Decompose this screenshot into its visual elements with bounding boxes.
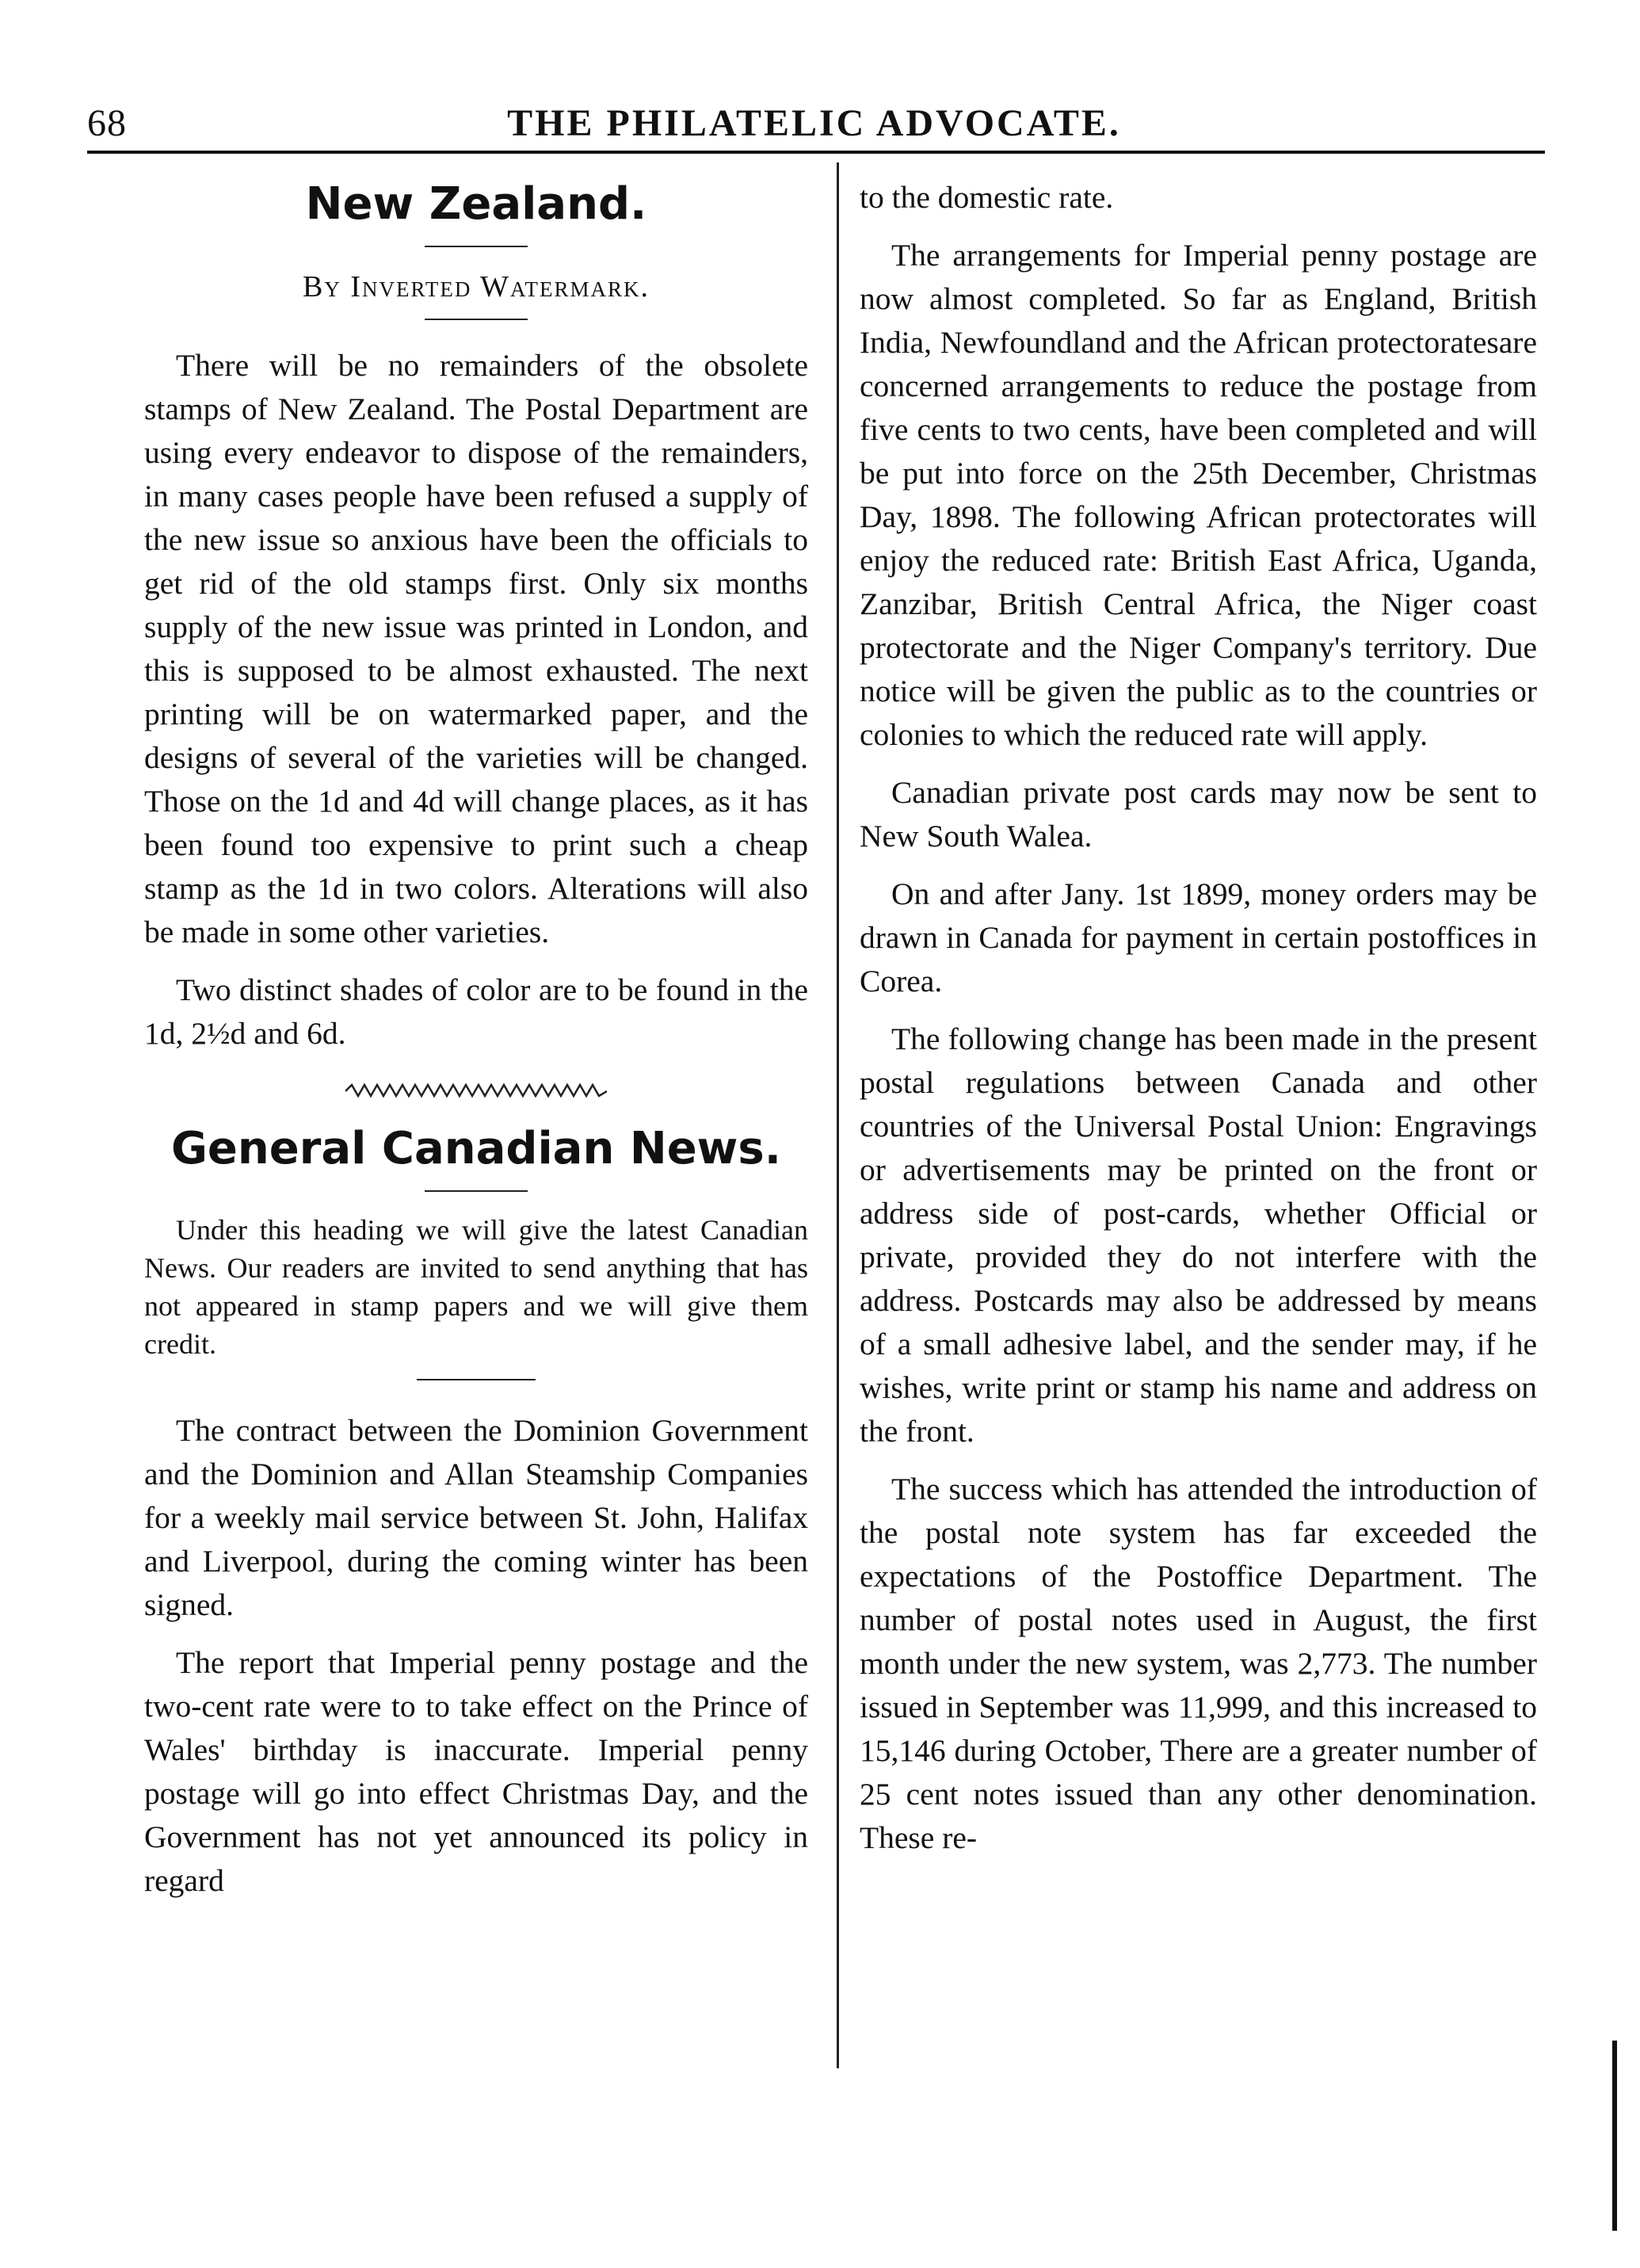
paragraph: The contract between the Dominion Government and the Dominion and Allan Steamship Companies for a weekly mail service between St. John, Halifax and Liverpool, during the coming winter has been signed. (144, 1413, 808, 1622)
wavy-ornament (144, 1070, 808, 1094)
page-edge-mark (1612, 2041, 1617, 2231)
page-number: 68 (87, 102, 127, 144)
intro-paragraph: Under this heading we will give the latest Canadian News. Our readers are invited to send anything that has not appeared in stamp papers and we will give them credit. (144, 1214, 808, 1360)
paragraph: On and after Jany. 1st 1899, money orders may be drawn in Canada for payment in certain postoffices in Corea. (860, 876, 1537, 998)
section-heading-general-canadian-news: General Canadian News. (170, 1123, 782, 1174)
right-column (860, 176, 1537, 1874)
heading-rule (425, 1190, 528, 1192)
journal-title: THE PHILATELIC ADVOCATE. (507, 102, 1121, 144)
paragraph: The following change has been made in the present postal regulations between Canada and other countries of the Universal Postal Union: Engravings or advertisements may be printed on the front or address side of post-cards, whether Official or private, provided they do not interfere with the address. Postcards may also be addressed by means of a small adhesive label, and the sender may, if he wishes, write print or stamp his name and address on the front. (860, 1021, 1537, 1449)
byline-rule (425, 319, 528, 320)
paragraph: The report that Imperial penny postage and the two-cent rate were to to take effect on the Prince of Wales' birthday is inaccurate. Imperial penny postage will go into effect Christmas Day, and the Government has not yet announced its policy in regard (144, 1645, 808, 1898)
heading-rule (425, 246, 528, 247)
intro-rule (417, 1379, 536, 1380)
paragraph: Canadian private post cards may now be sent to New South Walea. (860, 775, 1537, 853)
paragraph: The success which has attended the introduction of the postal note system has far exceeded the expectations of the Postoffice Department. The number of postal notes used in August, the first month under the new system, was 2,773. The number issued in September was 11,999, and this increased to 15,146 during October, There are a greater number of 25 cent notes issued than any other denomination. These re- (860, 1472, 1537, 1855)
header-rule (87, 151, 1545, 154)
left-column (144, 176, 808, 1917)
section-heading-new-zealand: New Zealand. (305, 178, 647, 230)
paragraph: There will be no remainders of the obsolete stamps of New Zealand. The Postal Department are using every endeavor to dispose of the remainders, in many cases people have been refused a supply of the new issue so anxious have been the officials to get rid of the old stamps first. Only six months supply of the new issue was printed in London, and this is supposed to be almost exhausted. The next printing will be on watermarked paper, and the designs of several of the varieties will be changed. Those on the 1d and 4d will change places, as it has been found too expensive to print such a cheap stamp as the 1d in two colors. Alterations will also be made in some other varieties. (144, 348, 808, 949)
column-divider (837, 162, 839, 2068)
running-head (87, 94, 1541, 149)
paragraph: Two distinct shades of color are to be found in the 1d, 2½d and 6d. (144, 972, 808, 1051)
paragraph: The arrangements for Imperial penny postage are now almost completed. So far as England, British India, Newfoundland and the African protectoratesare concerned arrangements to reduce the postage from five cents to two cents, have been completed and will be put into force on the 25th December, Christmas Day, 1898. The following African protectorates will enjoy the reduced rate: British East Africa, Uganda, Zanzibar, British Central Africa, the Niger coast protectorate and the Niger Company's territory. Due notice will be given the public as to the countries or colonies to which the reduced rate will apply. (860, 238, 1537, 752)
byline: By Inverted Watermark. (302, 270, 650, 304)
continued-paragraph: to the domestic rate. (860, 180, 1114, 215)
